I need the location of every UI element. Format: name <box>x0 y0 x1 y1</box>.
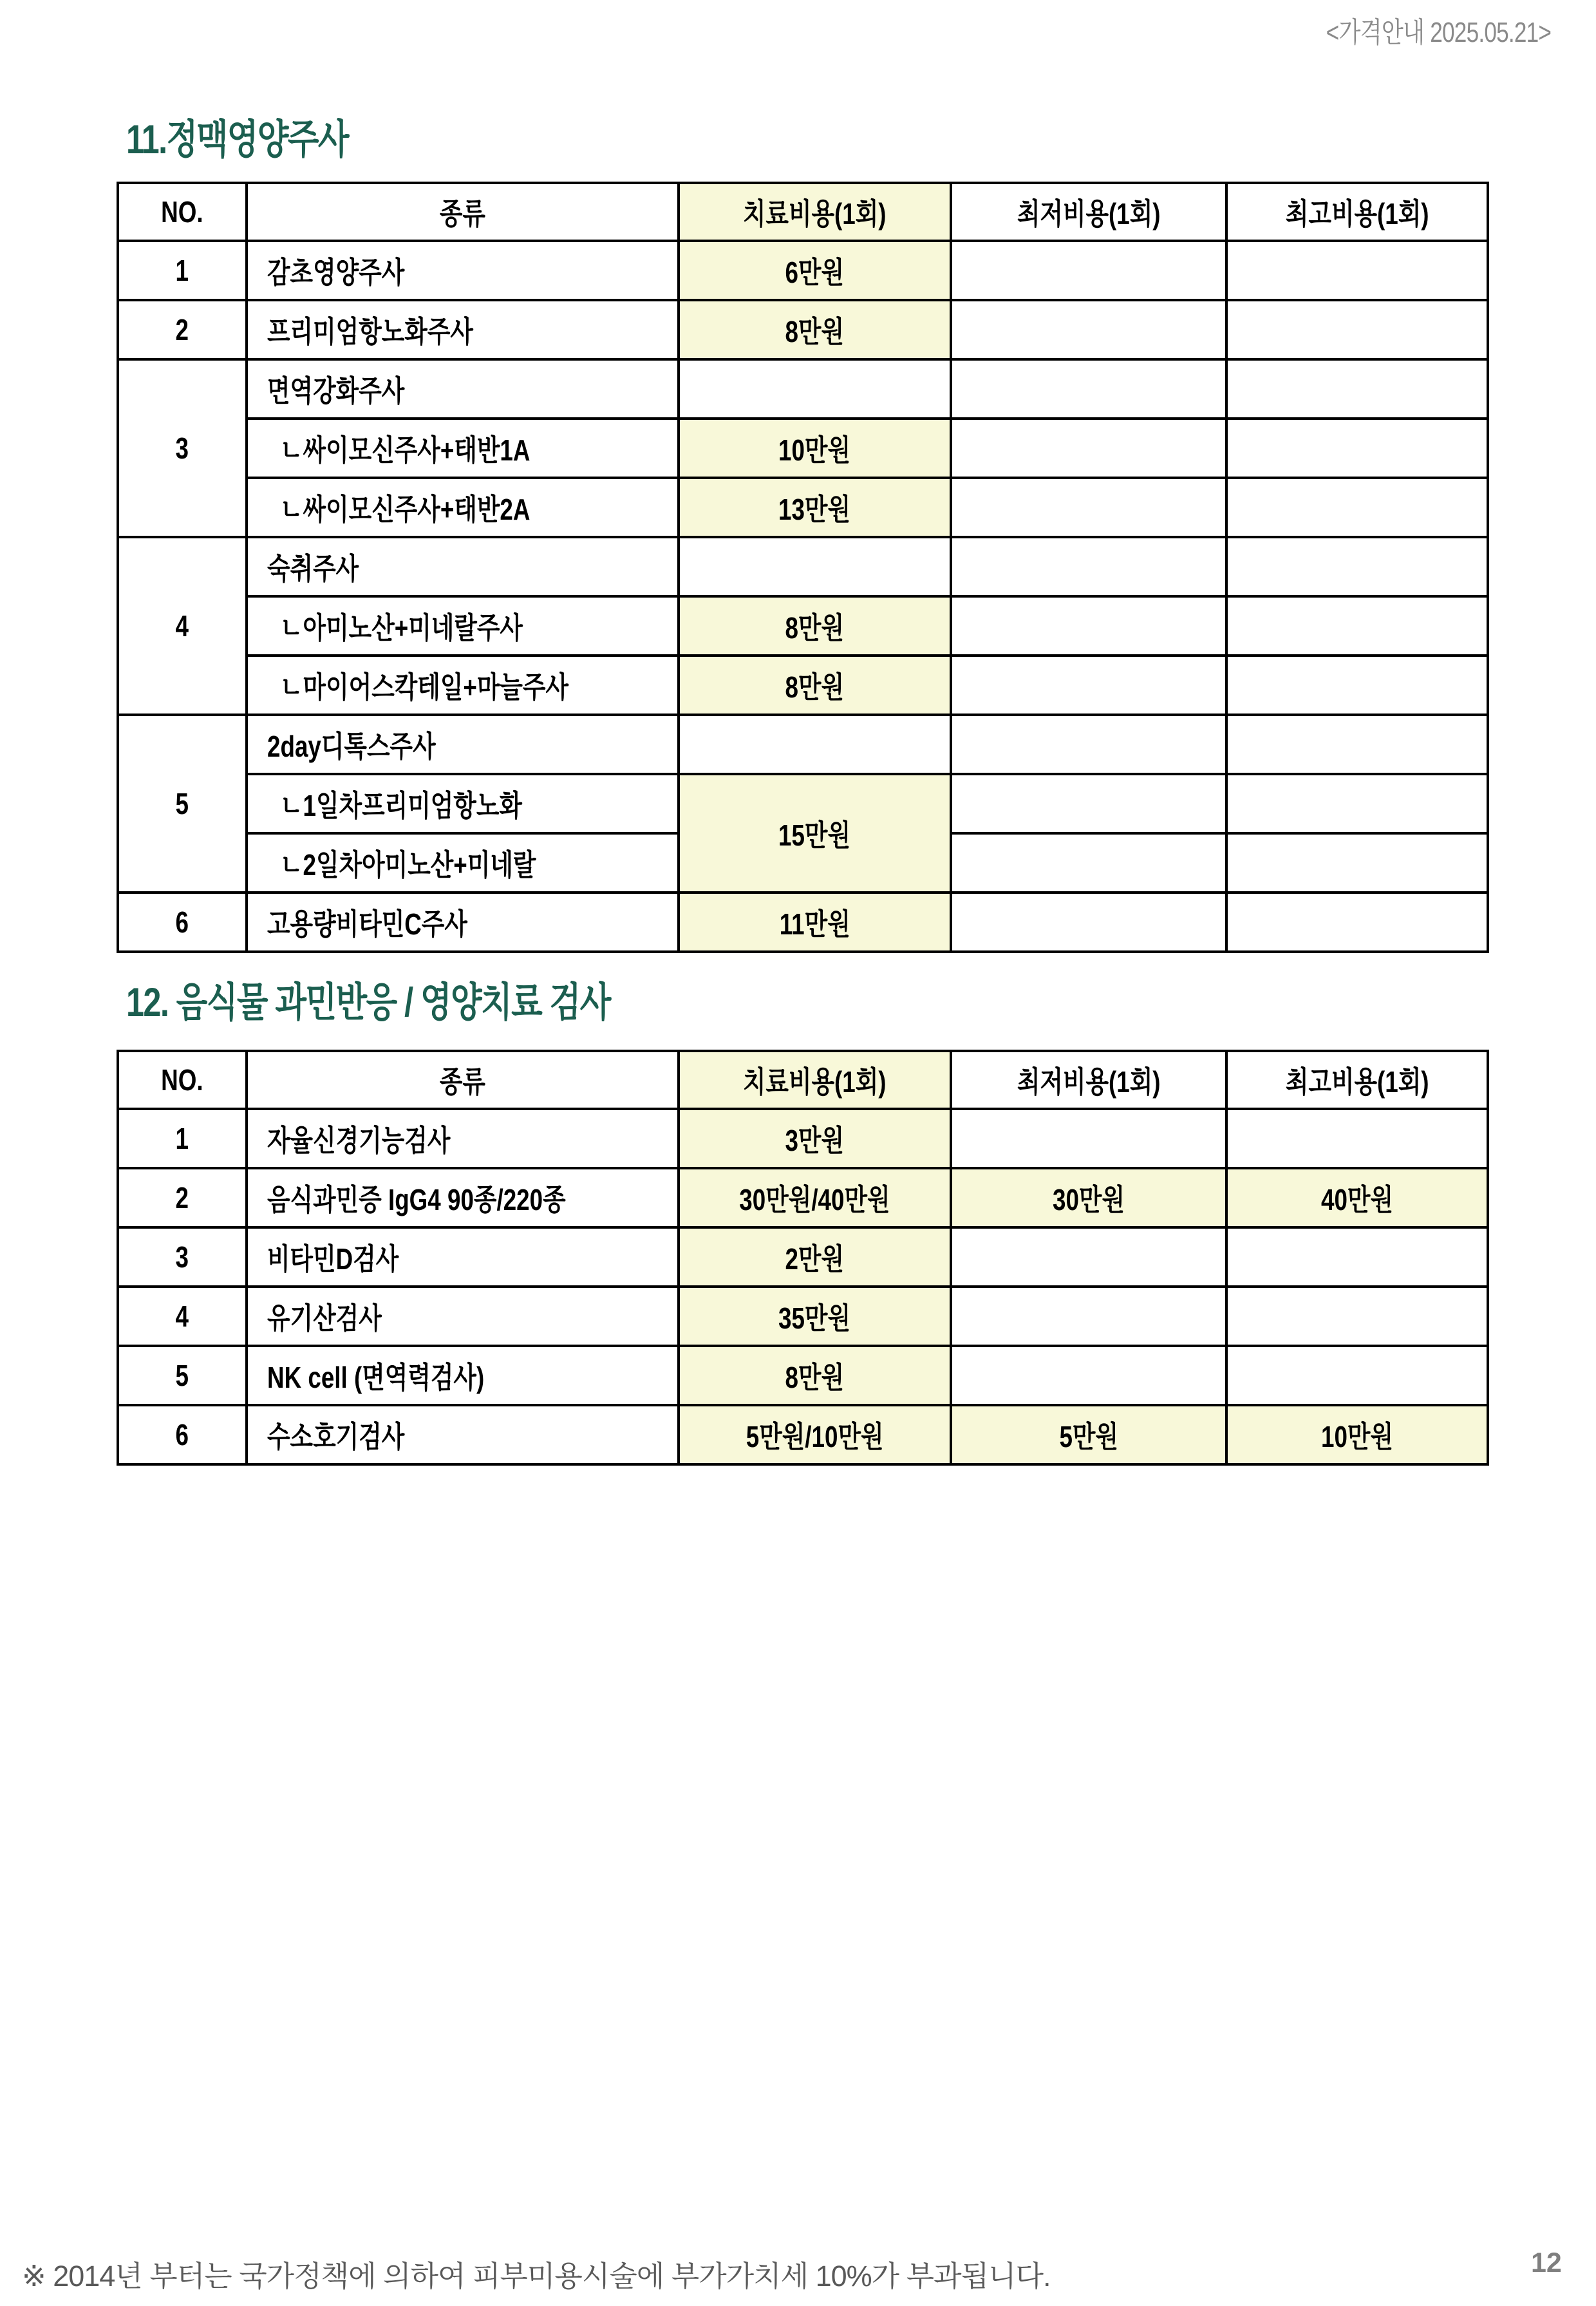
table-row <box>118 300 1488 359</box>
cell-no: 5 <box>118 1346 247 1405</box>
cell-type: ㄴ1일차프리미엄항노화 <box>247 774 679 833</box>
table-row <box>118 419 1488 478</box>
cell-max <box>1226 1287 1488 1346</box>
header-type: 종류 <box>247 1051 679 1109</box>
cell-type: 고용량비타민C주사 <box>247 893 679 952</box>
cell-min <box>951 359 1226 419</box>
table-row <box>118 478 1488 537</box>
cell-price: 5만원/10만원 <box>679 1405 951 1464</box>
section-11-title: 11.정맥영양주사 <box>126 117 349 162</box>
table-header-row <box>118 1051 1488 1109</box>
cell-max: 40만원 <box>1226 1168 1488 1227</box>
cell-max <box>1226 537 1488 596</box>
cell-max <box>1226 1346 1488 1405</box>
cell-max <box>1226 893 1488 952</box>
cell-type: 프리미엄항노화주사 <box>247 300 679 359</box>
vat-footnote: ※ 2014년 부터는 국가정책에 의하여 피부미용시술에 부가가치세 10%가 부과됩니다. <box>22 2260 1051 2292</box>
table-row <box>118 1227 1488 1287</box>
header-treatment-cost: 치료비용(1회) <box>679 1051 951 1109</box>
header-max-cost: 최고비용(1회) <box>1226 1051 1488 1109</box>
cell-type: 수소호기검사 <box>247 1405 679 1464</box>
table-row <box>118 656 1488 715</box>
table-row <box>118 1168 1488 1227</box>
cell-no: 1 <box>118 241 247 300</box>
cell-min <box>951 300 1226 359</box>
cell-min <box>951 596 1226 656</box>
cell-price: 30만원/40만원 <box>679 1168 951 1227</box>
header-max-cost: 최고비용(1회) <box>1226 183 1488 241</box>
cell-max <box>1226 419 1488 478</box>
cell-min <box>951 478 1226 537</box>
cell-no: 4 <box>118 1287 247 1346</box>
header-type: 종류 <box>247 183 679 241</box>
cell-min <box>951 1109 1226 1168</box>
cell-max <box>1226 656 1488 715</box>
cell-max <box>1226 478 1488 537</box>
price-guide-date-note: <가격안내 2025.05.21> <box>1326 17 1552 48</box>
cell-price: 13만원 <box>679 478 951 537</box>
cell-no: 3 <box>118 359 247 537</box>
cell-min <box>951 241 1226 300</box>
table-row <box>118 537 1488 596</box>
table-row <box>118 241 1488 300</box>
cell-no: 3 <box>118 1227 247 1287</box>
cell-min <box>951 1227 1226 1287</box>
cell-price: 35만원 <box>679 1287 951 1346</box>
cell-price: 2만원 <box>679 1227 951 1287</box>
cell-min <box>951 1346 1226 1405</box>
cell-min: 30만원 <box>951 1168 1226 1227</box>
cell-no: 6 <box>118 893 247 952</box>
table-row <box>118 596 1488 656</box>
cell-no: 4 <box>118 537 247 715</box>
header-min-cost: 최저비용(1회) <box>951 1051 1226 1109</box>
cell-type: 2day디톡스주사 <box>247 715 679 774</box>
cell-price <box>679 537 951 596</box>
cell-no: 1 <box>118 1109 247 1168</box>
cell-max <box>1226 359 1488 419</box>
cell-max <box>1226 241 1488 300</box>
cell-type: 비타민D검사 <box>247 1227 679 1287</box>
cell-min <box>951 1287 1226 1346</box>
cell-max <box>1226 596 1488 656</box>
cell-no: 5 <box>118 715 247 893</box>
cell-min <box>951 833 1226 893</box>
cell-min <box>951 893 1226 952</box>
cell-price: 10만원 <box>679 419 951 478</box>
table-row <box>118 1109 1488 1168</box>
cell-price: 8만원 <box>679 656 951 715</box>
cell-min <box>951 537 1226 596</box>
cell-max <box>1226 715 1488 774</box>
page-number: 12 <box>1531 2247 1562 2278</box>
cell-min <box>951 419 1226 478</box>
cell-max <box>1226 774 1488 833</box>
table-row <box>118 774 1488 833</box>
cell-price: 3만원 <box>679 1109 951 1168</box>
table-header-row <box>118 183 1488 241</box>
cell-price: 8만원 <box>679 596 951 656</box>
table-row <box>118 1346 1488 1405</box>
cell-min <box>951 715 1226 774</box>
cell-max <box>1226 833 1488 893</box>
cell-type: 음식과민증 IgG4 90종/220종 <box>247 1168 679 1227</box>
table-row <box>118 893 1488 952</box>
cell-price <box>679 359 951 419</box>
header-no: NO. <box>118 1051 247 1109</box>
table-row <box>118 1405 1488 1464</box>
cell-price: 11만원 <box>679 893 951 952</box>
food-sensitivity-test-price-table <box>117 1050 1489 1466</box>
table-row <box>118 359 1488 419</box>
cell-no: 2 <box>118 300 247 359</box>
cell-max <box>1226 300 1488 359</box>
table-row <box>118 1287 1488 1346</box>
cell-price: 15만원 <box>679 774 951 893</box>
cell-type: ㄴ싸이모신주사+태반1A <box>247 419 679 478</box>
cell-type: 감초영양주사 <box>247 241 679 300</box>
cell-price <box>679 715 951 774</box>
cell-max: 10만원 <box>1226 1405 1488 1464</box>
cell-max <box>1226 1109 1488 1168</box>
cell-type: 자율신경기능검사 <box>247 1109 679 1168</box>
cell-type: ㄴ2일차아미노산+미네랄 <box>247 833 679 893</box>
header-treatment-cost: 치료비용(1회) <box>679 183 951 241</box>
section-12-title: 12. 음식물 과민반응 / 영양치료 검사 <box>126 980 610 1025</box>
cell-type: ㄴ마이어스칵테일+마늘주사 <box>247 656 679 715</box>
cell-type: ㄴ아미노산+미네랄주사 <box>247 596 679 656</box>
cell-no: 2 <box>118 1168 247 1227</box>
cell-type: 면역강화주사 <box>247 359 679 419</box>
cell-no: 6 <box>118 1405 247 1464</box>
header-no: NO. <box>118 183 247 241</box>
cell-type: 숙취주사 <box>247 537 679 596</box>
cell-type: 유기산검사 <box>247 1287 679 1346</box>
table-row <box>118 715 1488 774</box>
cell-price: 6만원 <box>679 241 951 300</box>
cell-min <box>951 774 1226 833</box>
cell-type: NK cell (면역력검사) <box>247 1346 679 1405</box>
cell-min: 5만원 <box>951 1405 1226 1464</box>
cell-price: 8만원 <box>679 1346 951 1405</box>
cell-max <box>1226 1227 1488 1287</box>
header-min-cost: 최저비용(1회) <box>951 183 1226 241</box>
cell-min <box>951 656 1226 715</box>
iv-nutrition-price-table <box>117 182 1489 953</box>
cell-price: 8만원 <box>679 300 951 359</box>
cell-type: ㄴ싸이모신주사+태반2A <box>247 478 679 537</box>
